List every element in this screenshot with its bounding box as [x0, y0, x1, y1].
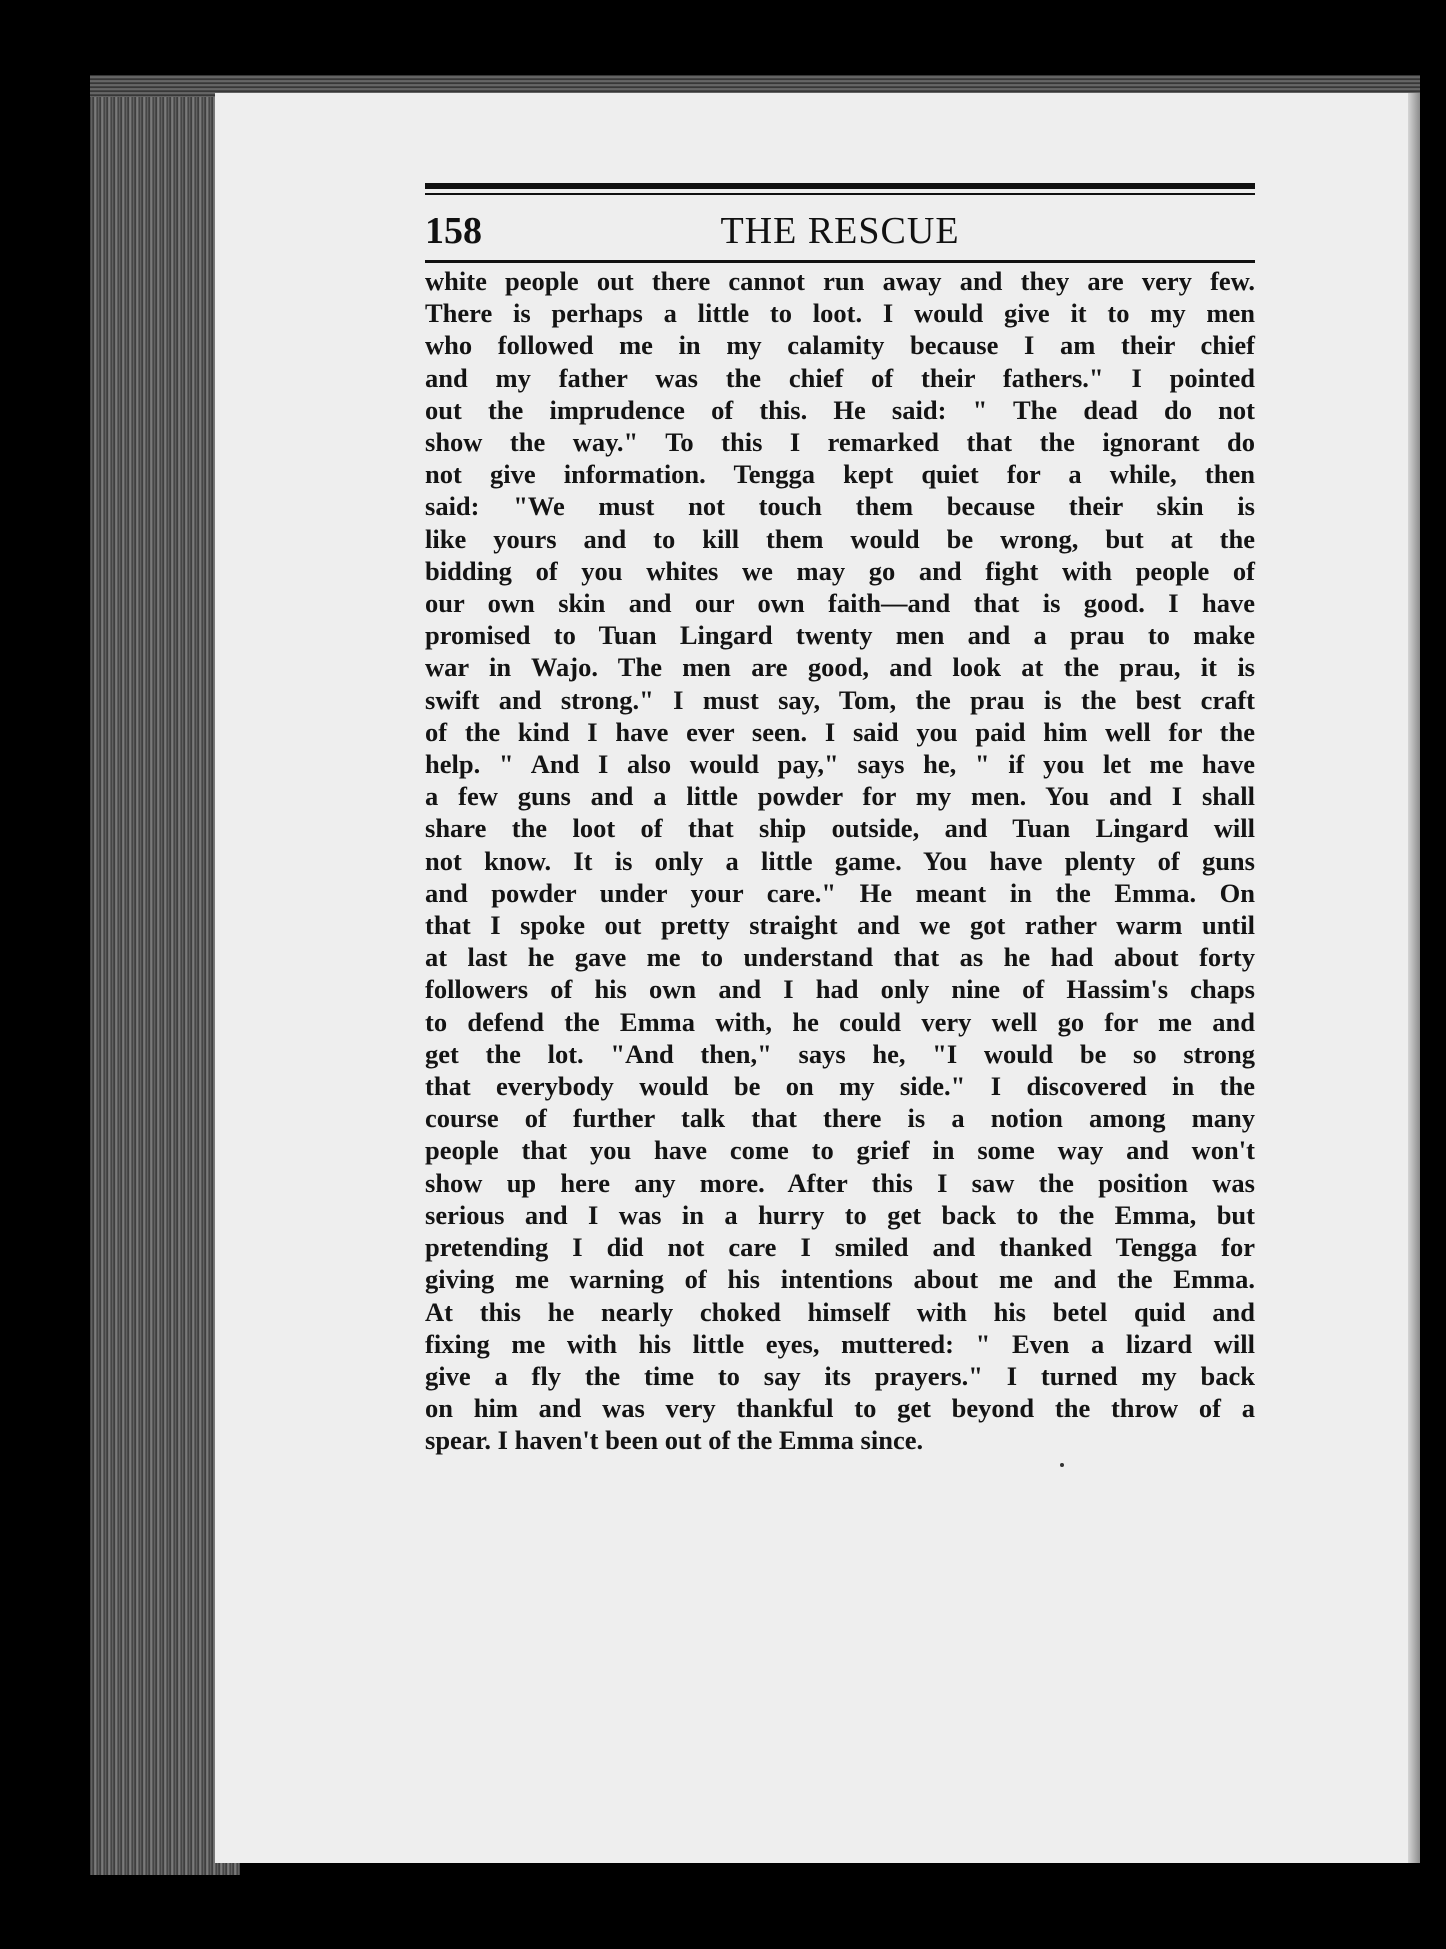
- text-line: and powder under your care." He meant in the Emma. On: [425, 877, 1255, 908]
- page-content: [215, 93, 1420, 1863]
- text-line: bidding of you whites we may go and fight with people of: [425, 555, 1255, 586]
- text-line: giving me warning of his intentions about me and the Emma.: [425, 1264, 1255, 1295]
- speck: [1060, 1463, 1064, 1467]
- text-line: to defend the Emma with, he could very well go for me and: [425, 1006, 1255, 1037]
- text-line: that I spoke out pretty straight and we got rather warm until: [425, 910, 1255, 941]
- text-line: at last he gave me to understand that as he had about forty: [425, 942, 1255, 973]
- text-line: not give information. Tengga kept quiet for a while, then: [425, 459, 1255, 490]
- text-line: pretending I did not care I smiled and thanked Tengga for: [425, 1232, 1255, 1263]
- text-line: give a fly the time to say its prayers." I turned my back: [425, 1360, 1255, 1391]
- page-number: 158: [425, 210, 482, 252]
- text-line: swift and strong." I must say, Tom, the prau is the best craft: [425, 684, 1255, 715]
- text-line: white people out there cannot run away and they are very few.: [425, 266, 1255, 296]
- text-line: who followed me in my calamity because I am their chief: [425, 330, 1255, 361]
- text-line: said: "We must not touch them because their skin is: [425, 491, 1255, 522]
- text-line: show the way." To this I remarked that the ignorant do: [425, 427, 1255, 458]
- text-line: fixing me with his little eyes, muttered: " Even a lizard will: [425, 1328, 1255, 1359]
- text-line: and my father was the chief of their fathers." I pointed: [425, 362, 1255, 393]
- text-line: that everybody would be on my side." I discovered in the: [425, 1071, 1255, 1102]
- text-line: get the lot. "And then," says he, "I would be so strong: [425, 1038, 1255, 1069]
- text-line: on him and was very thankful to get beyond the throw of a: [425, 1393, 1255, 1424]
- text-line: serious and I was in a hurry to get back to the Emma, but: [425, 1199, 1255, 1230]
- top-double-rule: [425, 183, 1255, 195]
- page-header: [425, 209, 1255, 259]
- text-line: not know. It is only a little game. You have plenty of guns: [425, 845, 1255, 876]
- body-text: [425, 265, 1255, 1457]
- text-line: people that you have come to grief in some way and won't: [425, 1135, 1255, 1166]
- text-line: share the loot of that ship outside, and Tuan Lingard will: [425, 813, 1255, 844]
- running-head: THE RESCUE: [720, 210, 960, 252]
- text-line: show up here any more. After this I saw the position was: [425, 1167, 1255, 1198]
- text-line: a few guns and a little powder for my men. You and I shall: [425, 781, 1255, 812]
- text-line: promised to Tuan Lingard twenty men and a prau to make: [425, 620, 1255, 651]
- text-line: spear. I haven't been out of the Emma since.: [425, 1425, 924, 1456]
- text-line: war in Wajo. The men are good, and look at the prau, it is: [425, 652, 1255, 683]
- text-line: like yours and to kill them would be wrong, but at the: [425, 523, 1255, 554]
- text-line: course of further talk that there is a notion among many: [425, 1103, 1255, 1134]
- text-line: followers of his own and I had only nine of Hassim's chaps: [425, 974, 1255, 1005]
- text-line: help. " And I also would pay," says he, " if you let me have: [425, 749, 1255, 780]
- text-line: There is perhaps a little to loot. I would give it to my men: [425, 298, 1255, 329]
- text-line: At this he nearly choked himself with his betel quid and: [425, 1296, 1255, 1327]
- text-line: our own skin and our own faith—and that is good. I have: [425, 588, 1255, 619]
- text-line: of the kind I have ever seen. I said you paid him well for the: [425, 716, 1255, 747]
- header-rule: [425, 260, 1255, 263]
- text-line: out the imprudence of this. He said: " The dead do not: [425, 394, 1255, 425]
